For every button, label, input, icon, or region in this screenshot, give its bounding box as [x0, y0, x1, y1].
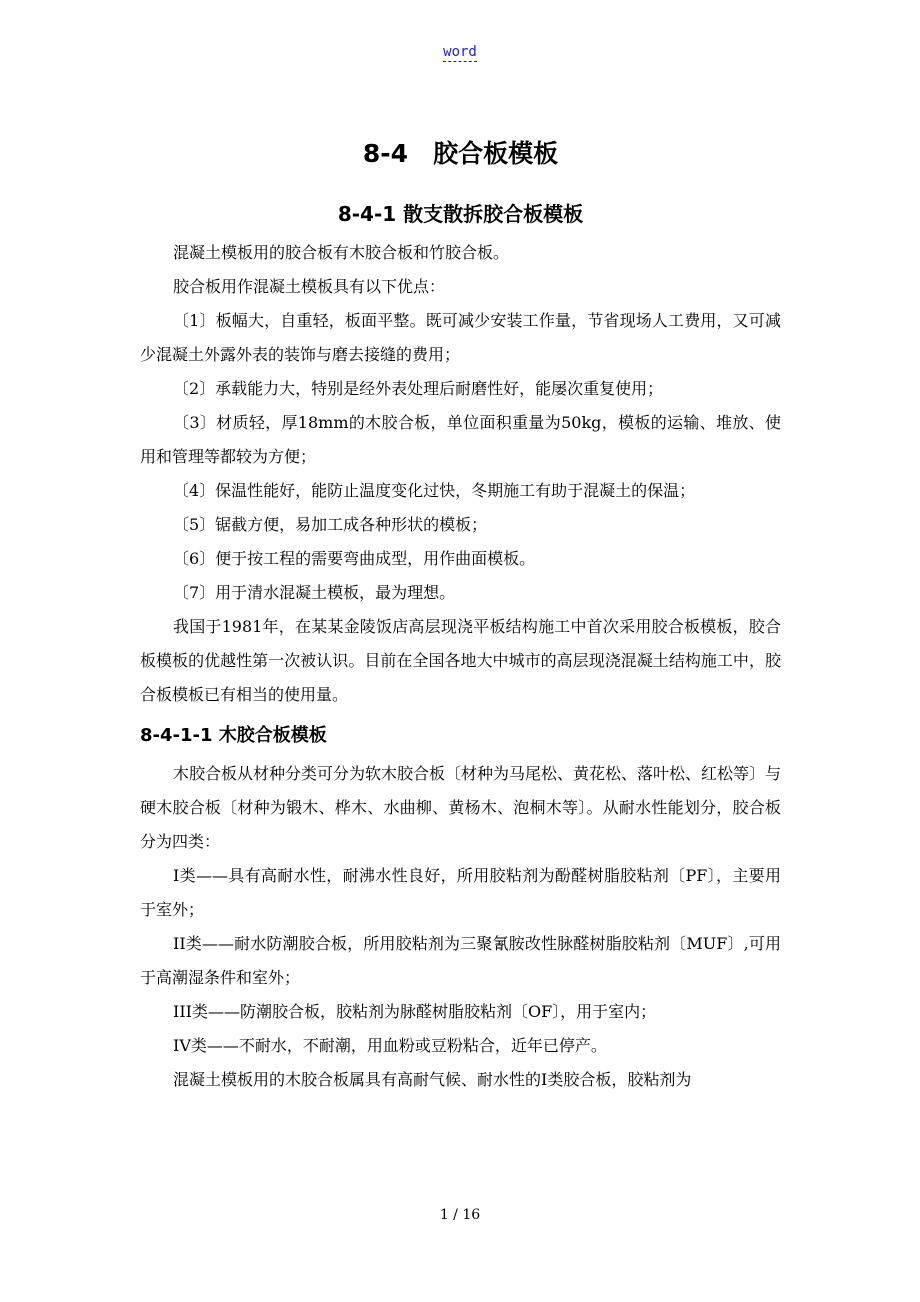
document-body [140, 134, 781, 1097]
heading-8-4-1-1: 8-4-1-1 木胶合板模板 [140, 725, 327, 746]
list-item-6: 〔6〕便于按工程的需要弯曲成型，用作曲面模板。 [173, 549, 536, 568]
heading-8-4-1: 8-4-1 散支散拆胶合板模板 [337, 202, 584, 226]
class-item-iii: III类——防潮胶合板，胶粘剂为脉醛树脂胶粘剂〔OF〕，用于室内； [173, 1002, 657, 1021]
list-item-7: 〔7〕用于清水混凝土模板，最为理想。 [173, 583, 456, 602]
page-number: 1 / 16 [439, 1207, 481, 1223]
header-word-link[interactable] [0, 42, 920, 62]
list-item-1: 〔1〕板幅大，自重轻，板面平整。既可减少安装工作量，节省现场人工费用，又可减少混凝土外露外表的装饰与磨去接缝的费用； [140, 311, 781, 364]
list-item-4: 〔4〕保温性能好，能防止温度变化过快，冬期施工有助于混凝土的保温； [173, 481, 696, 500]
paragraph: 胶合板用作混凝土模板具有以下优点： [173, 277, 446, 296]
paragraph: 混凝土模板用的胶合板有木胶合板和竹胶合板。 [173, 243, 510, 262]
heading-8-4: 8-4 胶合板模板 [362, 139, 559, 168]
paragraph: 木胶合板从材种分类可分为软木胶合板〔材种为马尾松、黄花松、落叶松、红松等〕与硬木胶合板〔材种为锻木、桦木、水曲柳、黄杨木、泡桐木等〕。从耐水性能划分，胶合板分为四类： [140, 764, 782, 851]
list-item-2: 〔2〕承载能力大，特别是经外表处理后耐磨性好，能屡次重复使用； [173, 379, 664, 398]
list-item-3: 〔3〕材质轻，厚18mm的木胶合板，单位面积重量为50kg，模板的运输、堆放、使用和管理等都较为方便； [140, 413, 781, 466]
header-link-text[interactable]: word [443, 44, 477, 60]
class-item-i: I类——具有高耐水性，耐沸水性良好，所用胶粘剂为酚醛树脂胶粘剂〔PF〕，主要用于室外； [140, 866, 781, 919]
paragraph: 混凝土模板用的木胶合板属具有高耐气候、耐水性的I类胶合板，胶粘剂为 [173, 1070, 692, 1089]
paragraph: 我国于1981年，在某某金陵饭店高层现浇平板结构施工中首次采用胶合板模板，胶合板模板的优越性第一次被认识。目前在全国各地大中城市的高层现浇混凝土结构施工中，胶合板模板已有相当的使用量。 [140, 617, 781, 704]
class-item-ii: II类——耐水防潮胶合板，所用胶粘剂为三聚氰胺改性脉醛树脂胶粘剂〔MUF〕,可用于高潮湿条件和室外； [140, 934, 781, 987]
class-item-iv: IV类——不耐水，不耐潮，用血粉或豆粉粘合，近年已停产。 [173, 1036, 607, 1055]
list-item-5: 〔5〕锯截方便，易加工成各种形状的模板； [173, 515, 488, 534]
